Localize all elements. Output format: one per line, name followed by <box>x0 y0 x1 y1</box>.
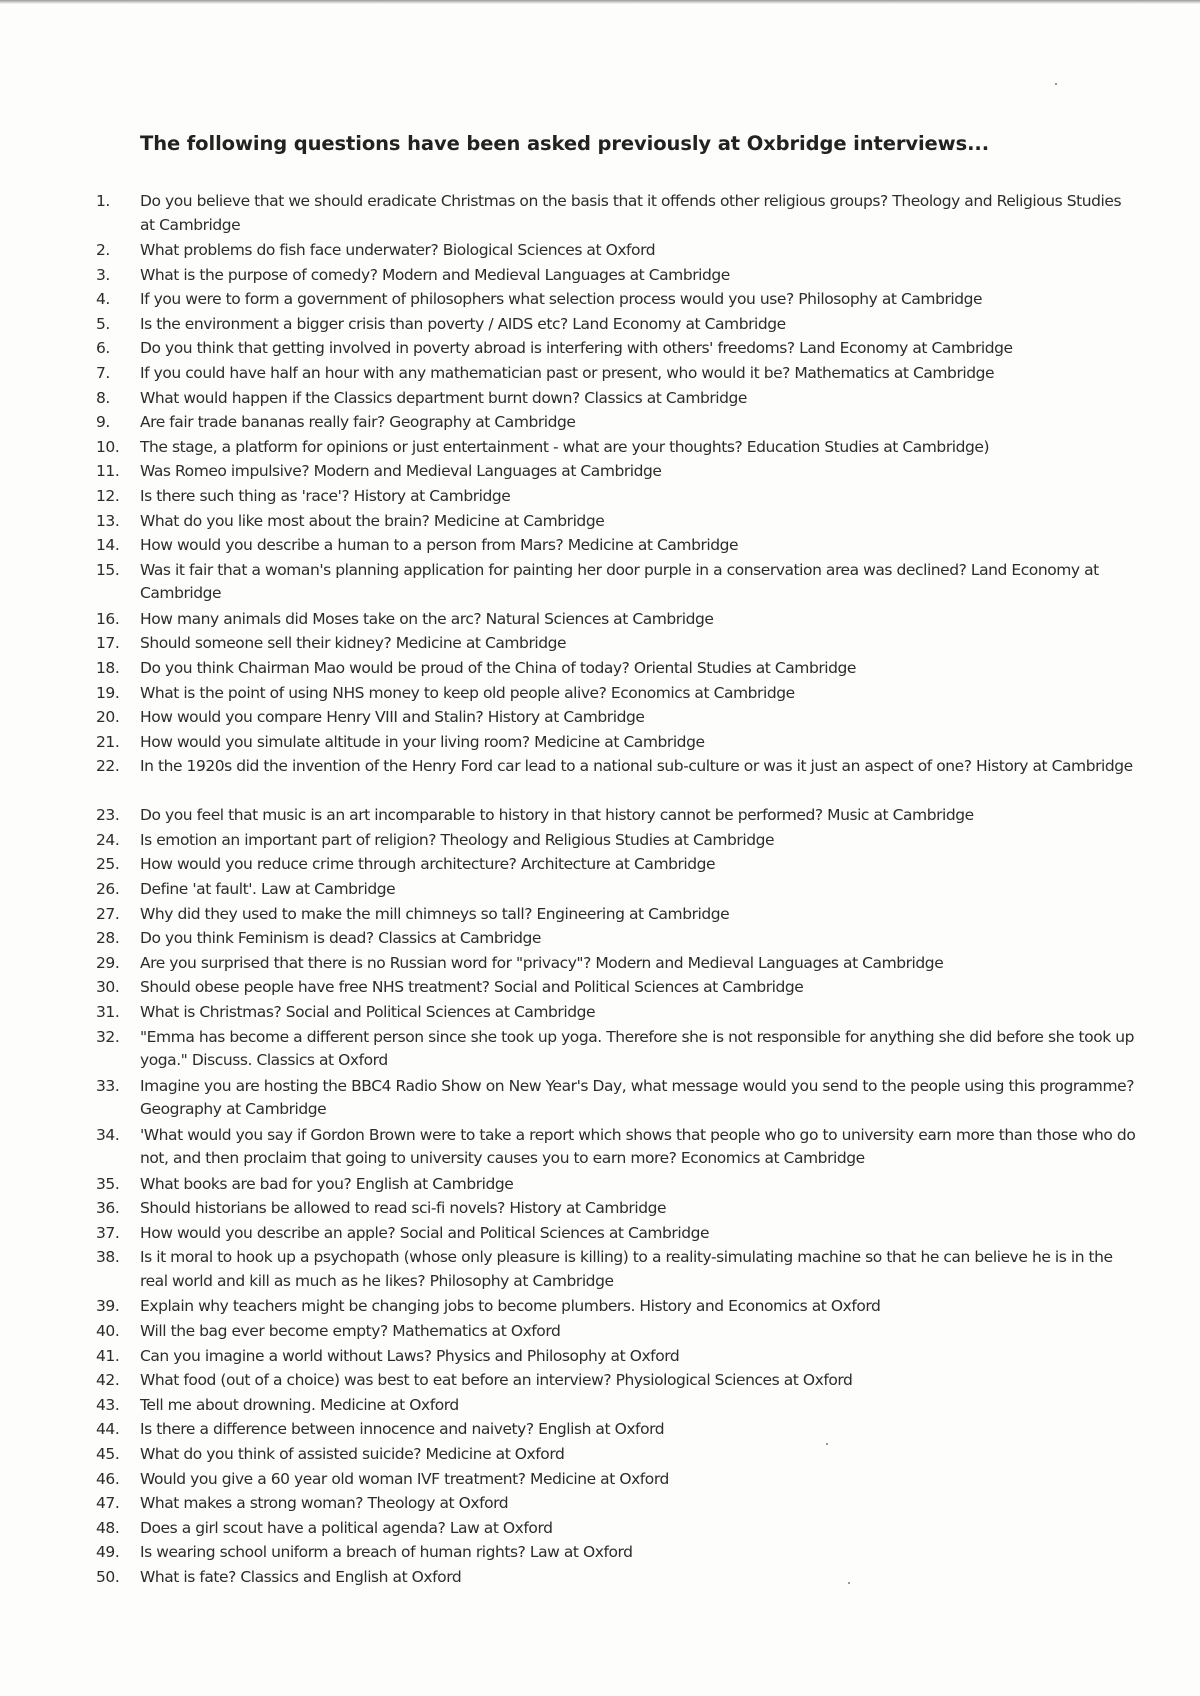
question-text: The stage, a platform for opinions or just entertainment - what are your thoughts? Education Studies at Cambridge) <box>140 437 990 456</box>
question-number: 11. <box>96 462 120 481</box>
question-number: 40. <box>96 1322 120 1340</box>
question-item <box>0 853 1200 878</box>
question-number: 33. <box>96 1076 120 1095</box>
question-item <box>0 510 1200 535</box>
question-item <box>0 1566 1200 1591</box>
question-number: 21. <box>96 732 120 751</box>
question-text: Should someone sell their kidney? Medicine at Cambridge <box>140 634 567 653</box>
question-number: 23. <box>96 806 120 825</box>
question-item <box>0 903 1200 928</box>
question-item <box>0 731 1200 756</box>
question-text: What is the point of using NHS money to keep old people alive? Economics at Cambridge <box>140 683 795 702</box>
question-item <box>0 682 1200 707</box>
question-text: Is there such thing as 'race'? History at Cambridge <box>140 486 511 505</box>
question-number: 30. <box>96 978 120 997</box>
question-text: Does a girl scout have a political agenda? Law at Oxford <box>140 1518 553 1537</box>
question-number: 9. <box>96 413 110 432</box>
question-number: 25. <box>96 855 120 874</box>
question-item <box>0 1394 1200 1419</box>
question-text: Is wearing school uniform a breach of human rights? Law at Oxford <box>140 1543 633 1562</box>
question-number: 8. <box>96 388 110 407</box>
question-item <box>0 190 1200 239</box>
question-text: Is it moral to hook up a psychopath (whose only pleasure is killing) to a reality-simulating machine so that he can believe he is in the real world and kill as much as he likes? Philosophy at Cambridge <box>140 1248 1113 1290</box>
question-item <box>0 313 1200 338</box>
question-number: 14. <box>96 536 120 555</box>
question-text: What food (out of a choice) was best to eat before an interview? Physiological Sciences at Oxford <box>140 1371 853 1390</box>
question-item <box>0 534 1200 559</box>
question-number: 28. <box>96 929 120 948</box>
question-text: How would you reduce crime through architecture? Architecture at Cambridge <box>140 855 716 874</box>
question-number: 50. <box>96 1567 120 1586</box>
question-text: Explain why teachers might be changing jobs to become plumbers. History and Economics at Oxford <box>140 1297 881 1316</box>
question-text: Are you surprised that there is no Russian word for "privacy"? Modern and Medieval Languages at Cambridge <box>140 953 944 972</box>
question-number: 46. <box>96 1469 120 1488</box>
question-text: Will the bag ever become empty? Mathematics at Oxford <box>140 1322 561 1340</box>
question-text: What do you think of assisted suicide? Medicine at Oxford <box>140 1444 565 1463</box>
question-item <box>0 1246 1200 1295</box>
question-item <box>0 1320 1200 1345</box>
question-text: Imagine you are hosting the BBC4 Radio Show on New Year's Day, what message would you send to the people using this programme? Geography at Cambridge <box>140 1076 1134 1119</box>
question-number: 2. <box>96 241 110 259</box>
question-number: 13. <box>96 511 120 530</box>
question-item <box>0 1541 1200 1566</box>
question-number: 6. <box>96 339 110 358</box>
question-item <box>0 288 1200 313</box>
question-text: Is the environment a bigger crisis than poverty / AIDS etc? Land Economy at Cambridge <box>140 314 786 333</box>
question-item <box>0 1026 1200 1075</box>
question-text: How would you describe an apple? Social and Political Sciences at Cambridge <box>140 1223 710 1242</box>
question-text: Tell me about drowning. Medicine at Oxford <box>140 1395 459 1414</box>
question-number: 49. <box>96 1543 120 1562</box>
question-number: 36. <box>96 1199 120 1218</box>
question-text: Do you think Feminism is dead? Classics at Cambridge <box>140 929 541 948</box>
question-text: Should obese people have free NHS treatment? Social and Political Sciences at Cambridge <box>140 978 804 997</box>
question-item <box>0 1295 1200 1320</box>
question-item <box>0 1197 1200 1222</box>
question-number: 48. <box>96 1518 120 1537</box>
question-text: Can you imagine a world without Laws? Physics and Philosophy at Oxford <box>140 1346 680 1365</box>
question-text: "Emma has become a different person since she took up yoga. Therefore she is not responsible for anything she did before she took up yoga." Discuss. Classics at Oxford <box>140 1027 1135 1070</box>
question-item <box>0 1001 1200 1026</box>
question-item <box>0 411 1200 436</box>
question-item <box>0 657 1200 682</box>
question-item <box>0 632 1200 657</box>
question-item <box>0 460 1200 485</box>
question-number: 37. <box>96 1223 120 1242</box>
question-item <box>0 804 1200 829</box>
question-number: 31. <box>96 1003 120 1022</box>
question-text: Do you feel that music is an art incomparable to history in that history cannot be performed? Music at Cambridge <box>140 806 974 825</box>
question-number: 12. <box>96 486 120 505</box>
question-number: 17. <box>96 634 120 653</box>
question-item <box>0 1124 1200 1173</box>
question-number: 44. <box>96 1420 120 1439</box>
question-number: 45. <box>96 1444 120 1463</box>
question-list <box>0 190 1200 1591</box>
question-text: What would happen if the Classics department burnt down? Classics at Cambridge <box>140 388 748 407</box>
question-item <box>0 264 1200 289</box>
question-text: If you were to form a government of philosophers what selection process would you use? Philosophy at Cambridge <box>140 290 983 309</box>
question-item <box>0 1517 1200 1542</box>
question-text: How would you simulate altitude in your living room? Medicine at Cambridge <box>140 732 705 751</box>
question-item <box>0 1443 1200 1468</box>
question-number: 4. <box>96 290 110 309</box>
question-number: 24. <box>96 830 120 849</box>
question-number: 7. <box>96 363 110 382</box>
question-item <box>0 362 1200 387</box>
question-item <box>0 976 1200 1001</box>
question-number: 10. <box>96 437 120 456</box>
question-text: What is Christmas? Social and Political Sciences at Cambridge <box>140 1003 596 1022</box>
question-number: 29. <box>96 953 120 972</box>
question-text: What problems do fish face underwater? Biological Sciences at Oxford <box>140 241 656 259</box>
question-number: 38. <box>96 1248 120 1267</box>
question-number: 16. <box>96 609 120 628</box>
question-item <box>0 239 1200 264</box>
question-text: Do you think Chairman Mao would be proud of the China of today? Oriental Studies at Cambridge <box>140 658 856 677</box>
question-item <box>0 608 1200 633</box>
question-item <box>0 1418 1200 1443</box>
question-item <box>0 387 1200 412</box>
question-number: 22. <box>96 757 120 776</box>
question-item <box>0 559 1200 608</box>
question-number: 18. <box>96 658 120 677</box>
question-number: 39. <box>96 1297 120 1316</box>
question-text: Would you give a 60 year old woman IVF treatment? Medicine at Oxford <box>140 1469 669 1488</box>
question-item <box>0 755 1200 804</box>
question-number: 3. <box>96 265 110 284</box>
scan-speck <box>848 1582 850 1584</box>
question-text: Was it fair that a woman's planning application for painting her door purple in a conservation area was declined? Land Economy at Cambridge <box>140 560 1099 603</box>
question-text: What is the purpose of comedy? Modern and Medieval Languages at Cambridge <box>140 265 730 284</box>
question-text: Do you believe that we should eradicate Christmas on the basis that it offends other religious groups? Theology and Religious Studies at Cambridge <box>140 192 1122 234</box>
question-text: Are fair trade bananas really fair? Geography at Cambridge <box>140 413 576 432</box>
page-title: The following questions have been asked previously at Oxbridge interviews... <box>140 132 990 155</box>
question-number: 27. <box>96 904 120 923</box>
question-text: What do you like most about the brain? Medicine at Cambridge <box>140 511 605 530</box>
question-text: How would you describe a human to a person from Mars? Medicine at Cambridge <box>140 536 739 555</box>
question-item <box>0 337 1200 362</box>
question-number: 20. <box>96 708 120 727</box>
scan-edge-shadow <box>0 0 1200 4</box>
question-item <box>0 1173 1200 1198</box>
question-item <box>0 1222 1200 1247</box>
question-item <box>0 485 1200 510</box>
question-text: What is fate? Classics and English at Oxford <box>140 1567 462 1586</box>
question-text: If you could have half an hour with any mathematician past or present, who would it be? Mathematics at Cambridge <box>140 363 995 382</box>
question-text: Was Romeo impulsive? Modern and Medieval Languages at Cambridge <box>140 462 662 481</box>
question-text: Should historians be allowed to read sci-fi novels? History at Cambridge <box>140 1199 667 1218</box>
question-text: Is emotion an important part of religion? Theology and Religious Studies at Cambridge <box>140 830 775 849</box>
question-item <box>0 1345 1200 1370</box>
question-item <box>0 1075 1200 1124</box>
question-item <box>0 706 1200 731</box>
question-text: 'What would you say if Gordon Brown were to take a report which shows that people who go to university earn more than those who do not, and then proclaim that going to university causes you to earn more? Economics at Cambridge <box>140 1125 1136 1168</box>
question-text: Do you think that getting involved in poverty abroad is interfering with others' freedoms? Land Economy at Cambridge <box>140 339 1013 358</box>
question-number: 35. <box>96 1174 120 1193</box>
question-item <box>0 1468 1200 1493</box>
question-number: 1. <box>96 192 110 210</box>
scan-speck <box>1055 83 1057 85</box>
question-number: 5. <box>96 314 110 333</box>
question-item <box>0 878 1200 903</box>
question-number: 26. <box>96 880 120 899</box>
question-text: How would you compare Henry VIII and Stalin? History at Cambridge <box>140 708 645 727</box>
question-text: Define 'at fault'. Law at Cambridge <box>140 880 396 899</box>
question-text: What books are bad for you? English at Cambridge <box>140 1174 514 1193</box>
question-item <box>0 829 1200 854</box>
question-number: 47. <box>96 1494 120 1513</box>
scan-speck <box>826 1443 828 1445</box>
question-number: 41. <box>96 1346 120 1365</box>
question-number: 34. <box>96 1125 120 1144</box>
question-text: How many animals did Moses take on the arc? Natural Sciences at Cambridge <box>140 609 714 628</box>
question-item <box>0 436 1200 461</box>
question-number: 32. <box>96 1027 120 1046</box>
question-item <box>0 1492 1200 1517</box>
question-text: In the 1920s did the invention of the Henry Ford car lead to a national sub-culture or was it just an aspect of one? History at Cambridge <box>140 757 1133 776</box>
question-number: 43. <box>96 1395 120 1414</box>
question-item <box>0 952 1200 977</box>
question-text: Why did they used to make the mill chimneys so tall? Engineering at Cambridge <box>140 904 730 923</box>
question-item <box>0 927 1200 952</box>
question-text: Is there a difference between innocence and naivety? English at Oxford <box>140 1420 665 1439</box>
question-number: 15. <box>96 560 120 579</box>
question-number: 19. <box>96 683 120 702</box>
question-text: What makes a strong woman? Theology at Oxford <box>140 1494 509 1513</box>
question-number: 42. <box>96 1371 120 1390</box>
question-item <box>0 1369 1200 1394</box>
